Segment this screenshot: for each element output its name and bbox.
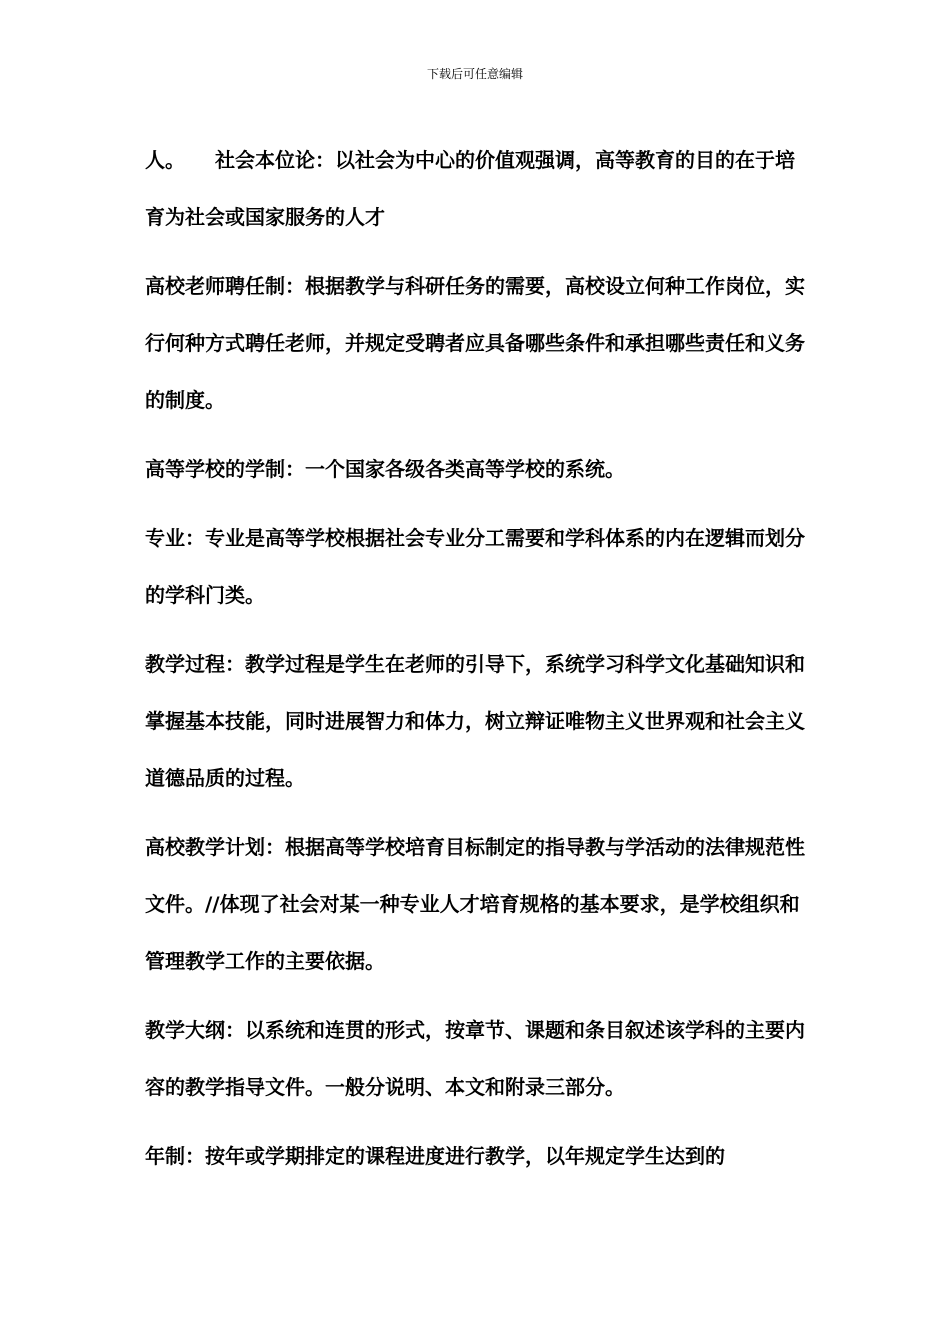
paragraph-teaching-syllabus: 教学大纲：以系统和连贯的形式，按章节、课题和条目叙述该学科的主要内容的教学指导文件。一般分说明、本文和附录三部分。 xyxy=(145,1018,805,1099)
paragraph-teaching-process: 教学过程：教学过程是学生在老师的引导下，系统学习科学文化基础知识和掌握基本技能，同时进展智力和体力，树立辩证唯物主义世界观和社会主义道德品质的过程。 xyxy=(145,652,805,790)
paragraph-school-system: 高等学校的学制：一个国家各级各类高等学校的系统。 xyxy=(145,457,625,481)
paragraph-major: 专业：专业是高等学校根据社会专业分工需要和学科体系的内在逻辑而划分的学科门类。 xyxy=(145,526,805,607)
paragraph-year-system: 年制：按年或学期排定的课程进度进行教学，以年规定学生达到的 xyxy=(145,1144,725,1168)
paragraph-teacher-appointment: 高校老师聘任制：根据教学与科研任务的需要，高校设立何种工作岗位，实行何种方式聘任老师，并规定受聘者应具备哪些条件和承担哪些责任和义务的制度。 xyxy=(145,274,805,412)
page-header: 下载后可任意编辑 xyxy=(426,67,523,81)
paragraph-social-standard: 人。 社会本位论：以社会为中心的价值观强调，高等教育的目的在于培育为社会或国家服务的人才 xyxy=(145,148,795,229)
document-body xyxy=(145,132,807,1197)
paragraph-teaching-plan: 高校教学计划：根据高等学校培育目标制定的指导教与学活动的法律规范性文件。//体现了社会对某一种专业人才培育规格的基本要求，是学校组织和管理教学工作的主要依据。 xyxy=(145,835,805,973)
